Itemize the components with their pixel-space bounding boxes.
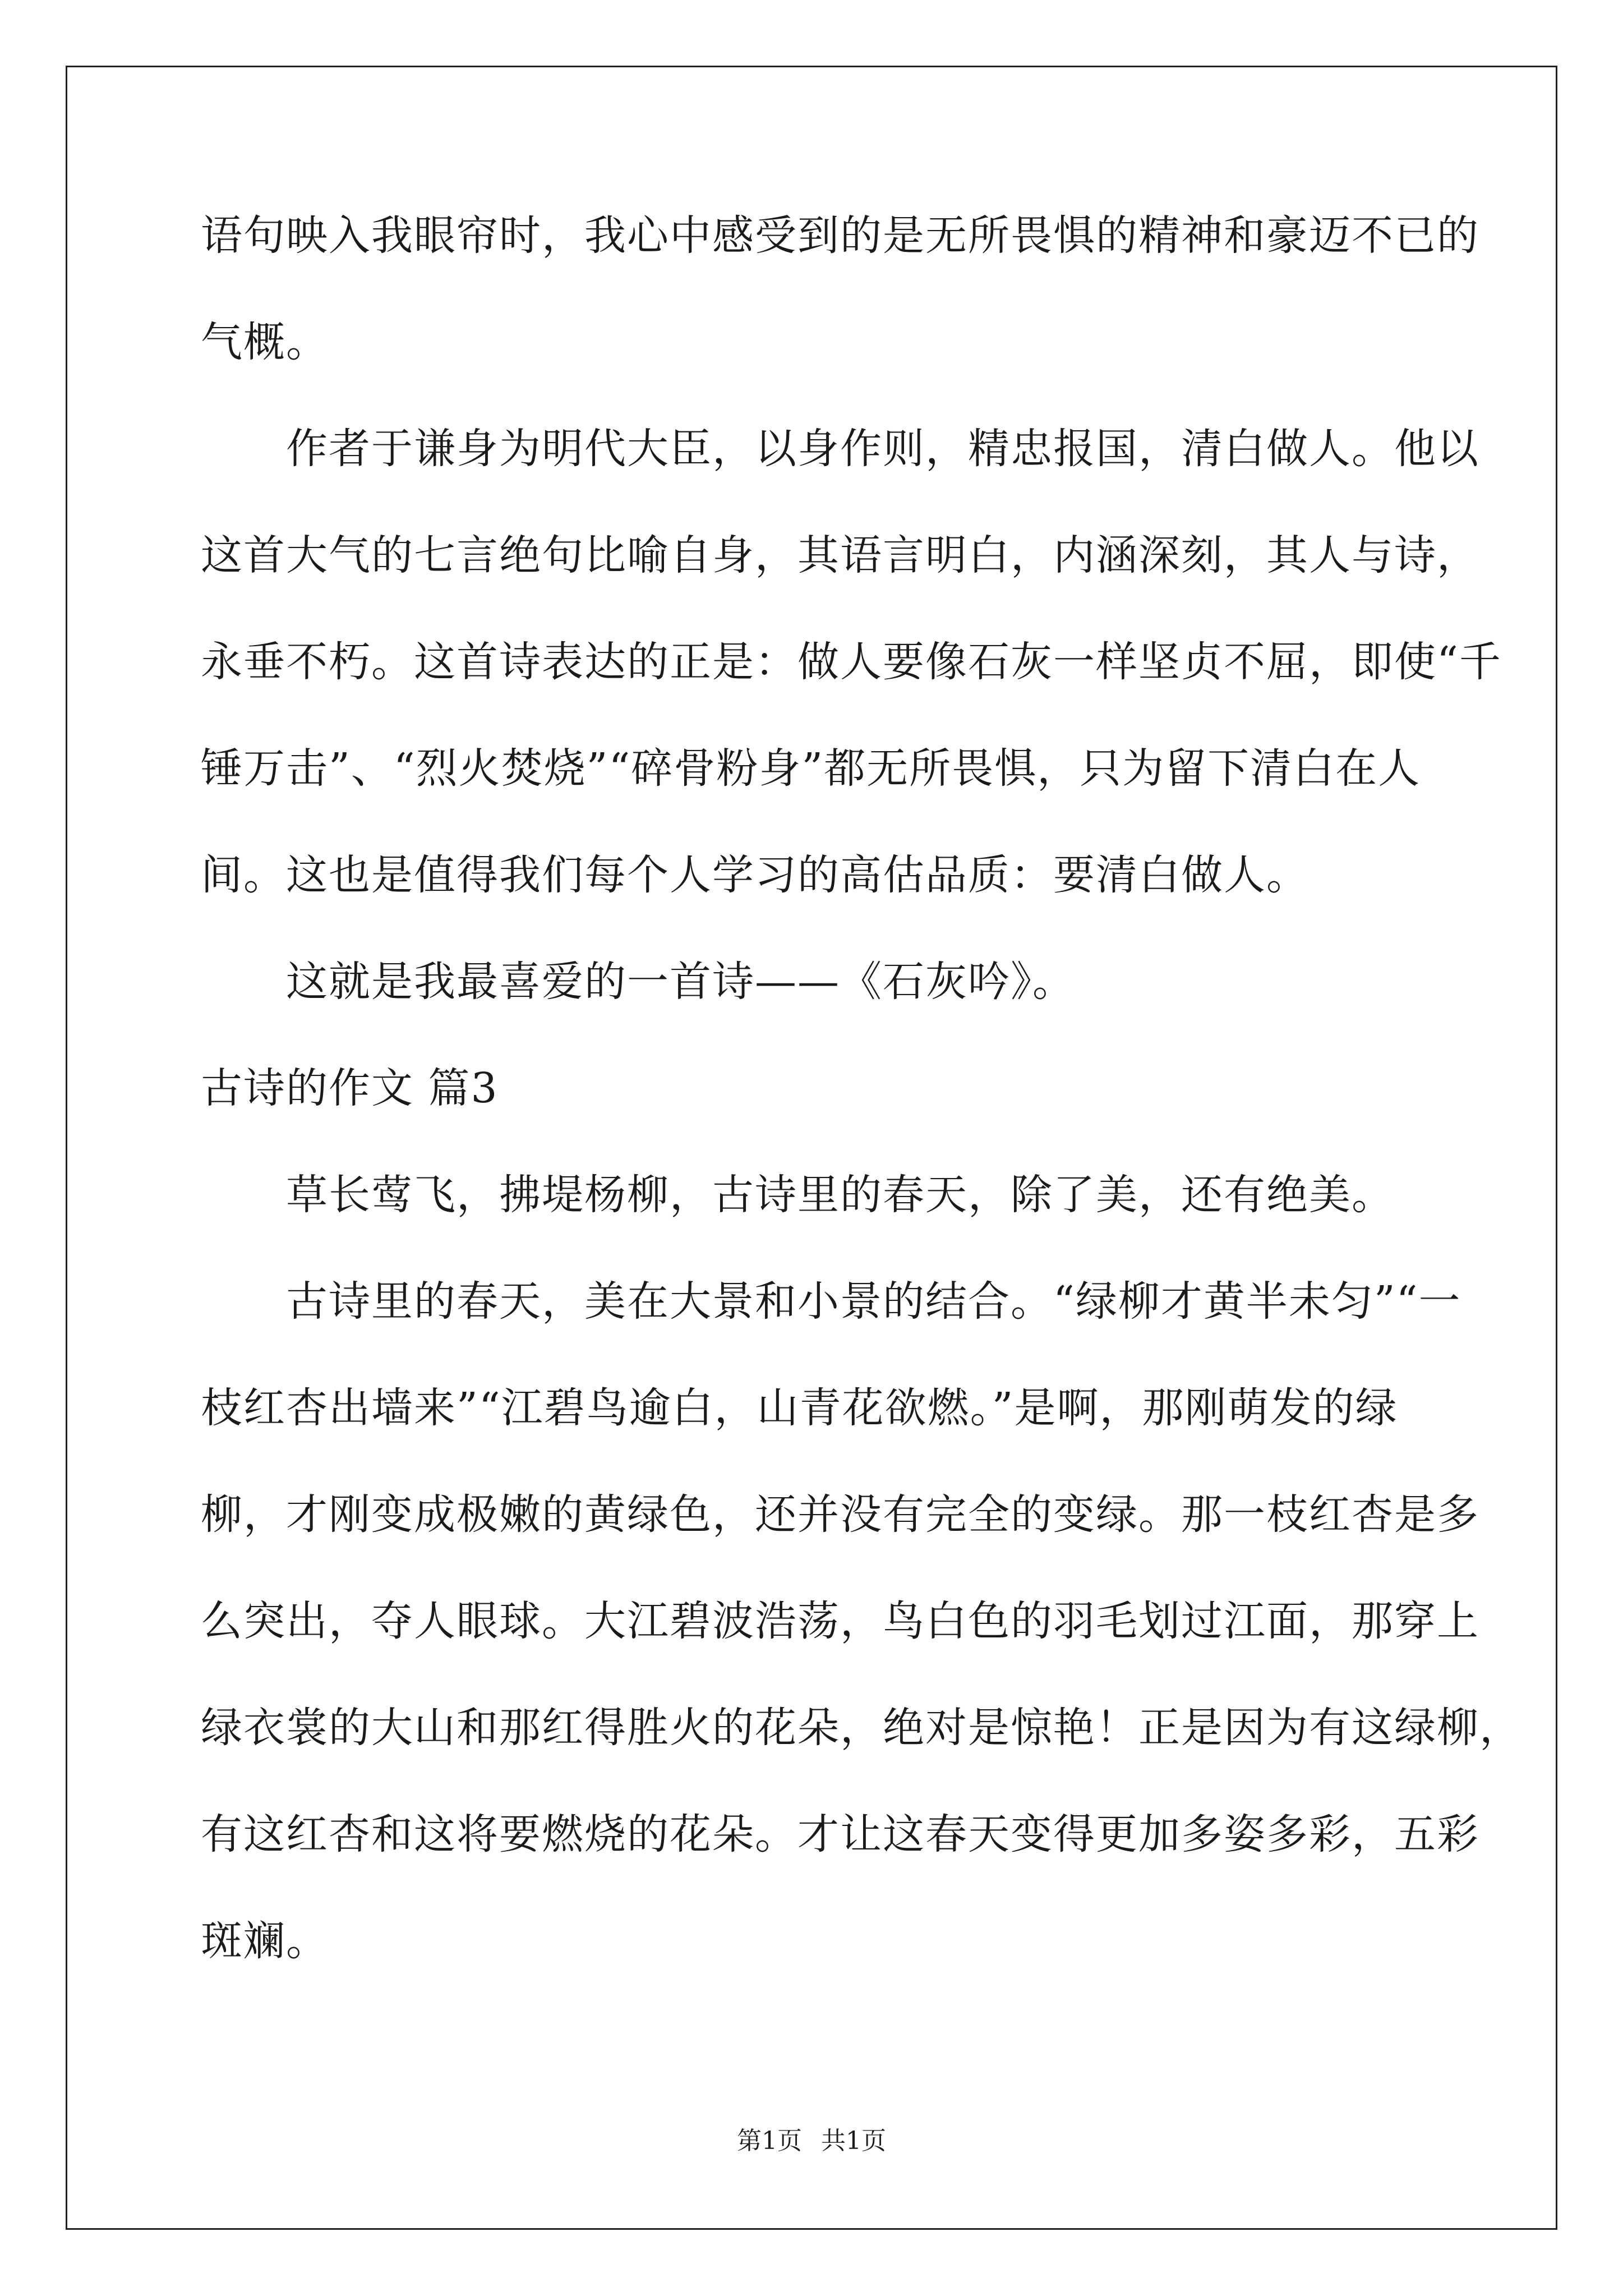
text-line: 间。这也是值得我们每个人学习的高估品质：要清白做人。 — [201, 851, 1309, 899]
text-line: 古诗里的春天，美在大景和小景的结合。“绿柳才黄半未匀”“一 — [286, 1277, 1461, 1326]
text-line: 这首大气的七言绝句比喻自身，其语言明白，内涵深刻，其人与诗， — [201, 531, 1479, 579]
page-number: 第1页 — [737, 2127, 802, 2155]
text-line: 柳，才刚变成极嫩的黄绿色，还并没有完全的变绿。那一枝红杏是多 — [201, 1490, 1479, 1539]
text-line: 锤万击”、“烈火焚烧”“碎骨粉身”都无所畏惧，只为留下清白在人 — [201, 744, 1421, 793]
text-line: 斑斓。 — [201, 1917, 329, 1965]
text-line: 气概。 — [201, 318, 329, 366]
text-line: 枝红杏出墙来”“江碧鸟逾白，山青花欲燃。”是啊，那刚萌发的绿 — [201, 1384, 1398, 1432]
page-footer — [0, 2120, 1623, 2156]
page-border — [66, 66, 1557, 2230]
text-line: 绿衣裳的大山和那红得胜火的花朵，绝对是惊艳！正是因为有这绿柳， — [201, 1704, 1522, 1752]
section-heading: 古诗的作文 篇3 — [201, 1064, 499, 1112]
text-line: 语句映入我眼帘时，我心中感受到的是无所畏惧的精神和豪迈不已的 — [201, 211, 1479, 260]
text-line: 作者于谦身为明代大臣，以身作则，精忠报国，清白做人。他以 — [286, 425, 1479, 473]
page-total: 共1页 — [821, 2127, 886, 2155]
text-line: 草长莺飞，拂堤杨柳，古诗里的春天，除了美，还有绝美。 — [286, 1171, 1394, 1219]
text-line: 有这红杏和这将要燃烧的花朵。才让这春天变得更加多姿多彩，五彩 — [201, 1810, 1479, 1858]
text-line: 这就是我最喜爱的一首诗——《石灰吟》。 — [286, 958, 1075, 1006]
text-line: 永垂不朽。这首诗表达的正是：做人要像石灰一样坚贞不屈，即使“千 — [201, 638, 1502, 686]
text-line: 么突出，夺人眼球。大江碧波浩荡，鸟白色的羽毛划过江面，那穿上 — [201, 1597, 1479, 1645]
